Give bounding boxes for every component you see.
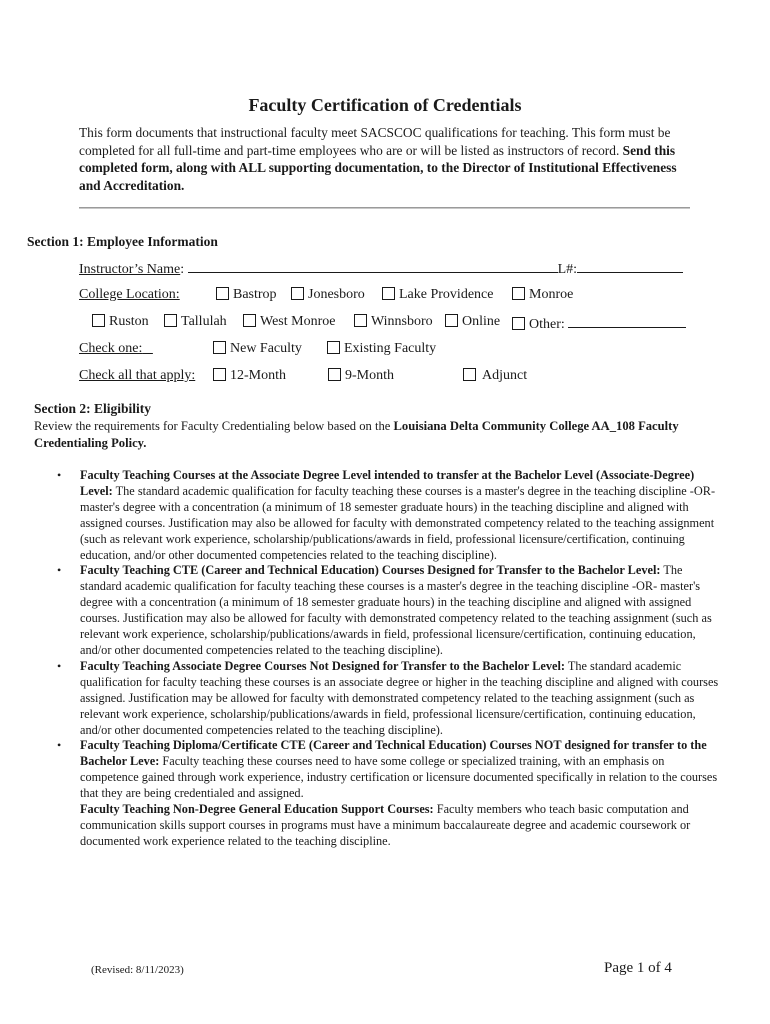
bullet-icon: • — [57, 563, 62, 578]
college-location-label: College Location: — [79, 287, 180, 302]
section-1-heading: Section 1: Employee Information — [27, 234, 218, 249]
intro-instruction: Send this completed form, along with ALL supporting documentation, to the Director of Institutional Effectiveness and Accreditation. — [79, 142, 677, 193]
option-label: Existing Faculty — [344, 341, 437, 356]
adjunct-option[interactable] — [463, 368, 527, 384]
checkbox[interactable] — [92, 314, 105, 327]
bullet-text: Faculty members who teach basic computation and communication skills support courses in programs must have a minimum baccalaureate degree and academic coursework or documented work experience related to the teaching discipline. — [80, 802, 691, 848]
bullet-text: Faculty teaching these courses need to have some college or specialized training, with an emphasis on competence gained through work experience, industry certification or licensure documented specifically in relation to the courses that they are being credentialed and assigned. — [80, 754, 718, 801]
location-label: Online — [462, 314, 501, 329]
other-location-field[interactable] — [568, 314, 686, 328]
lnum-field[interactable] — [577, 259, 683, 273]
location-label: Lake Providence — [399, 287, 494, 302]
bullet-text: The standard academic qualification for faculty teaching these courses is an associate degree or higher in the teaching discipline and aligned with courses assigned. Justification may be allowed for faculty with demonstrated competency related to the teaching assignment (such as relevant work experience, scholarship/publications/awards in field, professional licensure/certification, continuing education, and/or other documented competencies related to the teaching discipline). — [80, 658, 719, 737]
list-item — [57, 738, 725, 802]
check-one-text: Check one: — [79, 341, 143, 356]
instructor-name-label: Instructor’s Name — [79, 262, 181, 277]
option-label: New Faculty — [230, 341, 302, 356]
instructor-name-row — [79, 259, 683, 278]
location-option-west-monroe[interactable] — [243, 314, 335, 330]
intro-paragraph — [79, 124, 695, 194]
bullet-icon: • — [57, 468, 62, 482]
twelve-month-option[interactable] — [213, 368, 286, 384]
checkbox[interactable] — [382, 287, 395, 300]
form-title: Faculty Certification of Credentials — [248, 95, 522, 115]
checkbox[interactable] — [328, 368, 341, 381]
bullet-heading: Faculty Teaching Diploma/Certificate CTE (Career and Technical Education) Courses NOT designed for transfer to the Bachelor Leve: — [80, 738, 707, 769]
check-all-label: Check all that apply: — [79, 368, 196, 383]
checkbox[interactable] — [512, 287, 525, 300]
new-faculty-option[interactable] — [213, 341, 302, 357]
list-item-continuation — [80, 802, 725, 850]
section-2-heading: Section 2: Eligibility — [34, 401, 152, 416]
review-paragraph — [34, 418, 714, 451]
location-option-online[interactable] — [445, 314, 500, 330]
bullet-heading: Faculty Teaching CTE (Career and Technical Education) Courses Designed for Transfer to the Bachelor Level: — [80, 563, 661, 578]
option-label: Adjunct — [482, 368, 528, 383]
location-label: Other: — [529, 317, 569, 332]
list-item — [57, 658, 725, 739]
location-option-jonesboro[interactable] — [291, 287, 365, 303]
instructor-name-colon: : — [180, 262, 188, 277]
location-option-bastrop[interactable] — [216, 287, 277, 303]
checkbox[interactable] — [216, 287, 229, 300]
review-text: Review the requirements for Faculty Credentialing below based on the — [34, 419, 394, 433]
location-label: Ruston — [109, 314, 149, 329]
bullet-heading: Faculty Teaching Associate Degree Courses Not Designed for Transfer to the Bachelor Level: — [80, 658, 565, 673]
list-item — [57, 468, 725, 563]
checkbox[interactable] — [327, 341, 340, 354]
list-item — [57, 563, 725, 658]
checkbox[interactable] — [243, 314, 256, 327]
divider — [79, 207, 690, 209]
location-option-winnsboro[interactable] — [354, 314, 433, 330]
location-label: Monroe — [529, 287, 574, 302]
existing-faculty-option[interactable] — [327, 341, 436, 357]
location-option-lake-providence[interactable] — [382, 287, 493, 303]
checkbox[interactable] — [213, 368, 226, 381]
location-option-tallulah[interactable] — [164, 314, 227, 330]
bullet-heading: Faculty Teaching Courses at the Associate Degree Level intended to transfer at the Bachelor Level (Associate-Degree) Level: — [80, 468, 695, 498]
checkbox[interactable] — [354, 314, 367, 327]
option-label: 9-Month — [345, 368, 394, 383]
location-option-ruston[interactable] — [92, 314, 149, 330]
bullet-heading: Faculty Teaching Non-Degree General Education Support Courses: — [80, 802, 434, 817]
check-one-label — [79, 341, 153, 357]
instructor-name-field[interactable] — [188, 259, 558, 273]
page-number: Page 1 of 4 — [604, 960, 672, 976]
location-label: Tallulah — [181, 314, 227, 329]
bullet-text: The standard academic qualification for faculty teaching these courses is a master's degree in the teaching discipline -OR- master's degree with a concentration (a minimum of 18 semester graduate hours) in the teaching discipline and aligned with assigned courses. Justification may also be allowed for faculty with demonstrated competency related to the teaching assignment (such as relevant work experience, scholarship/publications/awards in field, professional licensure/certification, continuing education, and/or other documented competencies related to the teaching discipline). — [80, 563, 712, 657]
bullet-icon: • — [57, 738, 62, 753]
checkbox[interactable] — [512, 317, 525, 330]
policy-name: Louisiana Delta Community College AA_108 Faculty Credentialing Policy. — [34, 419, 679, 450]
checkbox[interactable] — [213, 341, 226, 354]
location-label: Winnsboro — [371, 314, 433, 329]
checkbox[interactable] — [164, 314, 177, 327]
location-label: West Monroe — [260, 314, 336, 329]
lnum-label: L#: — [557, 262, 578, 277]
bullet-text: The standard academic qualification for faculty teaching these courses is a master's degree in the teaching discipline -OR- master's degree with a concentration (a minimum of 18 semester graduate hours) in the teaching discipline and aligned with assigned courses. Justification may also be allowed for faculty with demonstrated competency related to the teaching assignment (such as relevant work experience, scholarship/publications/awards in field, professional licensure/certification, continuing education, and/or other documented competencies related to the teaching discipline). — [80, 483, 716, 562]
eligibility-list — [57, 468, 725, 850]
location-label: Bastrop — [233, 287, 277, 302]
option-label: 12-Month — [230, 368, 286, 383]
checkbox[interactable] — [291, 287, 304, 300]
nine-month-option[interactable] — [328, 368, 394, 384]
location-label: Jonesboro — [308, 287, 365, 302]
location-option-monroe[interactable] — [512, 287, 573, 303]
intro-text: This form documents that instructional faculty meet SACSCOC qualifications for teaching. This form must be completed for all full-time and part-time employees who are or will be listed as instructors of record. — [79, 125, 671, 158]
revision-date: (Revised: 8/11/2023) — [91, 964, 184, 976]
bullet-icon: • — [57, 658, 62, 673]
location-option-other[interactable] — [512, 314, 686, 333]
checkbox[interactable] — [445, 314, 458, 327]
checkbox[interactable] — [463, 368, 476, 381]
